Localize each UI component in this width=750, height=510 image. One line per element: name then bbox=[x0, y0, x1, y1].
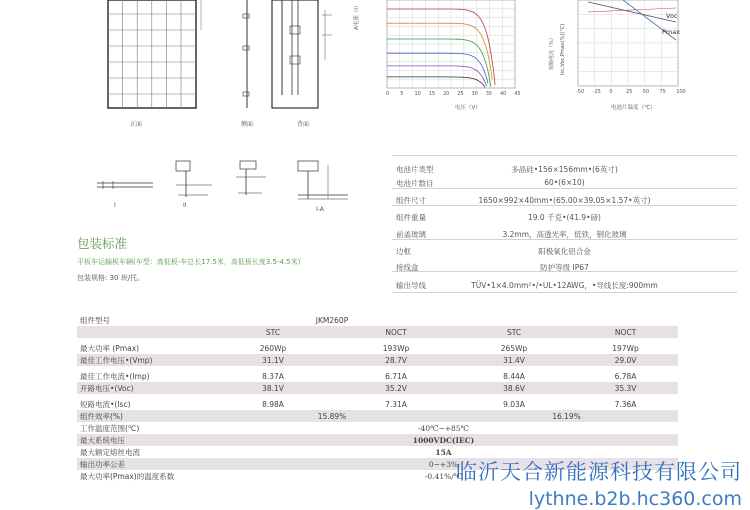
spec-key: 组件重量 bbox=[396, 213, 426, 222]
table-cell: STC bbox=[455, 326, 573, 338]
isc-line bbox=[588, 8, 676, 12]
spec-row bbox=[392, 176, 737, 190]
table-cell: 16.19% bbox=[455, 410, 678, 422]
table-cell: 8.37A bbox=[262, 371, 284, 381]
table-cell: 9.03A bbox=[503, 399, 525, 409]
table-row bbox=[77, 342, 678, 354]
mount-label-1: I bbox=[114, 202, 116, 209]
packing-title: 包装标准 bbox=[77, 236, 128, 251]
iv-series-line bbox=[387, 66, 487, 86]
table-cell bbox=[77, 326, 209, 338]
spec-key: 边框 bbox=[396, 247, 411, 256]
mount-label-2: II bbox=[183, 202, 187, 209]
table-cell: 6.71A bbox=[385, 371, 407, 381]
table-cell: -40℃~+85℃ bbox=[418, 423, 469, 433]
table-cell: 31.4V bbox=[455, 354, 573, 366]
table-cell: 最佳工作电流•(Imp) bbox=[80, 371, 150, 381]
spec-key: 组件尺寸 bbox=[396, 196, 426, 205]
table-row bbox=[77, 382, 678, 394]
temp-xtick: -25 bbox=[592, 89, 601, 95]
table-cell: STC bbox=[209, 326, 337, 338]
spec-divider bbox=[392, 292, 737, 293]
spec-key: 输出导线 bbox=[396, 281, 426, 290]
voc-line bbox=[588, 2, 676, 22]
iv-xtick: 5 bbox=[400, 91, 404, 97]
spec-value: TÜV•1×4.0mm²•/•UL•12AWG，•导线长度:900mm bbox=[471, 281, 658, 290]
iv-xtick: 45 bbox=[514, 91, 521, 97]
table-cell: 0~+3% bbox=[209, 458, 678, 470]
iv-series-line bbox=[387, 77, 485, 87]
iv-xtick: 25 bbox=[457, 91, 464, 97]
table-header-row bbox=[77, 314, 678, 326]
table-cell: 38.1V bbox=[209, 382, 337, 394]
temp-xtick: 50 bbox=[642, 89, 650, 95]
mount-detail-2-drawing bbox=[168, 155, 218, 200]
table-cell: 最大功率 (Pmax) bbox=[80, 343, 140, 353]
iv-xtick: 30 bbox=[471, 91, 478, 97]
iv-curve-plot bbox=[387, 0, 515, 90]
table-cell: 最大额定熔丝电流 bbox=[80, 447, 140, 457]
spec-key: 电池片类型 bbox=[396, 165, 434, 174]
spec-value: 3.2mm，高透光率，低铁，钢化玻璃 bbox=[502, 230, 627, 239]
side-view-drawing bbox=[237, 0, 257, 112]
front-view-drawing bbox=[105, 0, 205, 112]
table-cell: 开路电压•(Voc) bbox=[77, 382, 209, 394]
temp-xtick: -50 bbox=[576, 89, 585, 95]
mount-detail-3-drawing bbox=[232, 155, 272, 200]
spec-row bbox=[392, 244, 737, 258]
watermark-company: 临沂天合新能源科技有限公司 bbox=[456, 460, 742, 484]
iv-xtick: 35 bbox=[485, 91, 493, 97]
watermark-url: lythne.b2b.hc360.com bbox=[528, 488, 742, 510]
spec-value: 阳极氧化铝合金 bbox=[538, 247, 591, 256]
table-row bbox=[77, 398, 678, 410]
spec-value: 60•(6×10) bbox=[544, 178, 585, 187]
table-row bbox=[77, 422, 678, 434]
temp-xtick: 75 bbox=[659, 89, 666, 95]
mount-label-3: I-A bbox=[316, 206, 324, 213]
spec-row bbox=[392, 227, 737, 241]
voc-label: Voc bbox=[666, 12, 678, 20]
table-cell: 31.1V bbox=[209, 354, 337, 366]
spec-row bbox=[392, 193, 737, 207]
table-row bbox=[77, 434, 678, 446]
table-cell: 输出功率公差 bbox=[77, 458, 209, 470]
table-cell: 197Wp bbox=[612, 343, 639, 353]
table-cell: 15.89% bbox=[209, 410, 455, 422]
spec-key: 接线盒 bbox=[396, 263, 419, 272]
table-row bbox=[77, 370, 678, 382]
iv-xtick: 20 bbox=[442, 91, 450, 97]
table-cell: 260Wp bbox=[259, 343, 287, 353]
table-cell: JKM260P bbox=[315, 315, 349, 325]
iv-xtick: 15 bbox=[428, 91, 436, 97]
table-cell: 1000VDC(IEC) bbox=[209, 434, 678, 446]
table-cell: 15A bbox=[435, 447, 452, 457]
spec-value: 防护等级 IP67 bbox=[540, 263, 589, 272]
spec-value: 1650×992×40mm•(65.00×39.05×1.57•英寸) bbox=[478, 196, 651, 205]
table-cell: 8.98A bbox=[262, 399, 284, 409]
back-view-drawing bbox=[270, 0, 340, 112]
spec-key: 前盖玻璃 bbox=[396, 230, 426, 239]
table-cell: 8.44A bbox=[503, 371, 525, 381]
pmax-label: Pmax bbox=[662, 28, 681, 36]
side-view-label: 侧面 bbox=[241, 121, 254, 128]
watermark bbox=[456, 456, 742, 510]
table-cell: 38.6V bbox=[455, 382, 573, 394]
spec-row bbox=[392, 162, 737, 176]
spec-value: 多晶硅•156×156mm•(6英寸) bbox=[511, 165, 618, 174]
iv-ylabel: A电流（I） bbox=[354, 2, 360, 30]
table-cell: 工作温度范围(℃) bbox=[80, 423, 140, 433]
spec-divider bbox=[392, 155, 737, 156]
temp-xtick: 0 bbox=[609, 89, 613, 95]
temp-xtick: 100 bbox=[676, 89, 686, 95]
table-cell: -0.41%/℃ bbox=[424, 471, 463, 481]
table-cell: 35.2V bbox=[337, 382, 455, 394]
table-cell: 组件效率(%) bbox=[77, 410, 209, 422]
temp-ylabel: 短路电流（%） bbox=[549, 35, 555, 70]
front-view-label: 正面 bbox=[130, 121, 143, 128]
spec-key: 电池片数目 bbox=[396, 179, 434, 188]
table-cell: NOCT bbox=[337, 326, 455, 338]
table-row bbox=[77, 410, 678, 422]
temp-curve-plot bbox=[578, 0, 681, 88]
spec-value: 19.0 千克•(41.9•磅) bbox=[528, 213, 601, 222]
table-cell: 7.31A bbox=[385, 399, 407, 409]
packing-transport-line: 平板车运输板车辆(车型：高低板-车总长17.5米，高低板长度3.5-4.5米) bbox=[77, 258, 301, 266]
iv-xlabel: 电压（V） bbox=[455, 105, 481, 111]
temp-ylabel2: Isc,Voc,Pmax(%)(°C) bbox=[560, 23, 566, 75]
table-cell: 29.0V bbox=[573, 354, 678, 366]
mount-detail-4-drawing bbox=[288, 155, 358, 205]
iv-xtick: 10 bbox=[414, 91, 421, 97]
temp-xlabel: 电池片温度（℃） bbox=[611, 105, 656, 111]
table-cell bbox=[455, 314, 678, 326]
table-cell: 6.78A bbox=[614, 371, 637, 381]
mount-detail-1-drawing bbox=[95, 175, 155, 195]
table-header-row bbox=[77, 326, 678, 338]
table-row bbox=[77, 354, 678, 366]
temp-xtick: 25 bbox=[626, 89, 633, 95]
table-cell: 35.3V bbox=[573, 382, 678, 394]
spec-row bbox=[392, 260, 737, 274]
table-cell: 最佳工作电压•(Vmp) bbox=[77, 354, 209, 366]
table-cell: 组件型号 bbox=[80, 315, 110, 325]
table-cell: 193Wp bbox=[382, 343, 410, 353]
table-cell: 265Wp bbox=[500, 343, 528, 353]
spec-row bbox=[392, 278, 737, 292]
table-cell: 最大系统电压 bbox=[77, 434, 209, 446]
table-cell: 28.7V bbox=[337, 354, 455, 366]
iv-xtick: 40 bbox=[499, 91, 507, 97]
table-cell: NOCT bbox=[573, 326, 678, 338]
packing-spec-line: 包装规格: 30 块/托。 bbox=[77, 274, 145, 282]
spec-row bbox=[392, 210, 737, 224]
iv-xtick: 0 bbox=[386, 91, 390, 97]
back-view-label: 背面 bbox=[297, 121, 310, 128]
table-cell: 最大功率(Pmax)的温度系数 bbox=[80, 471, 175, 481]
table-cell: 短路电流•(Isc) bbox=[80, 399, 131, 409]
table-cell: 7.36A bbox=[614, 399, 637, 409]
